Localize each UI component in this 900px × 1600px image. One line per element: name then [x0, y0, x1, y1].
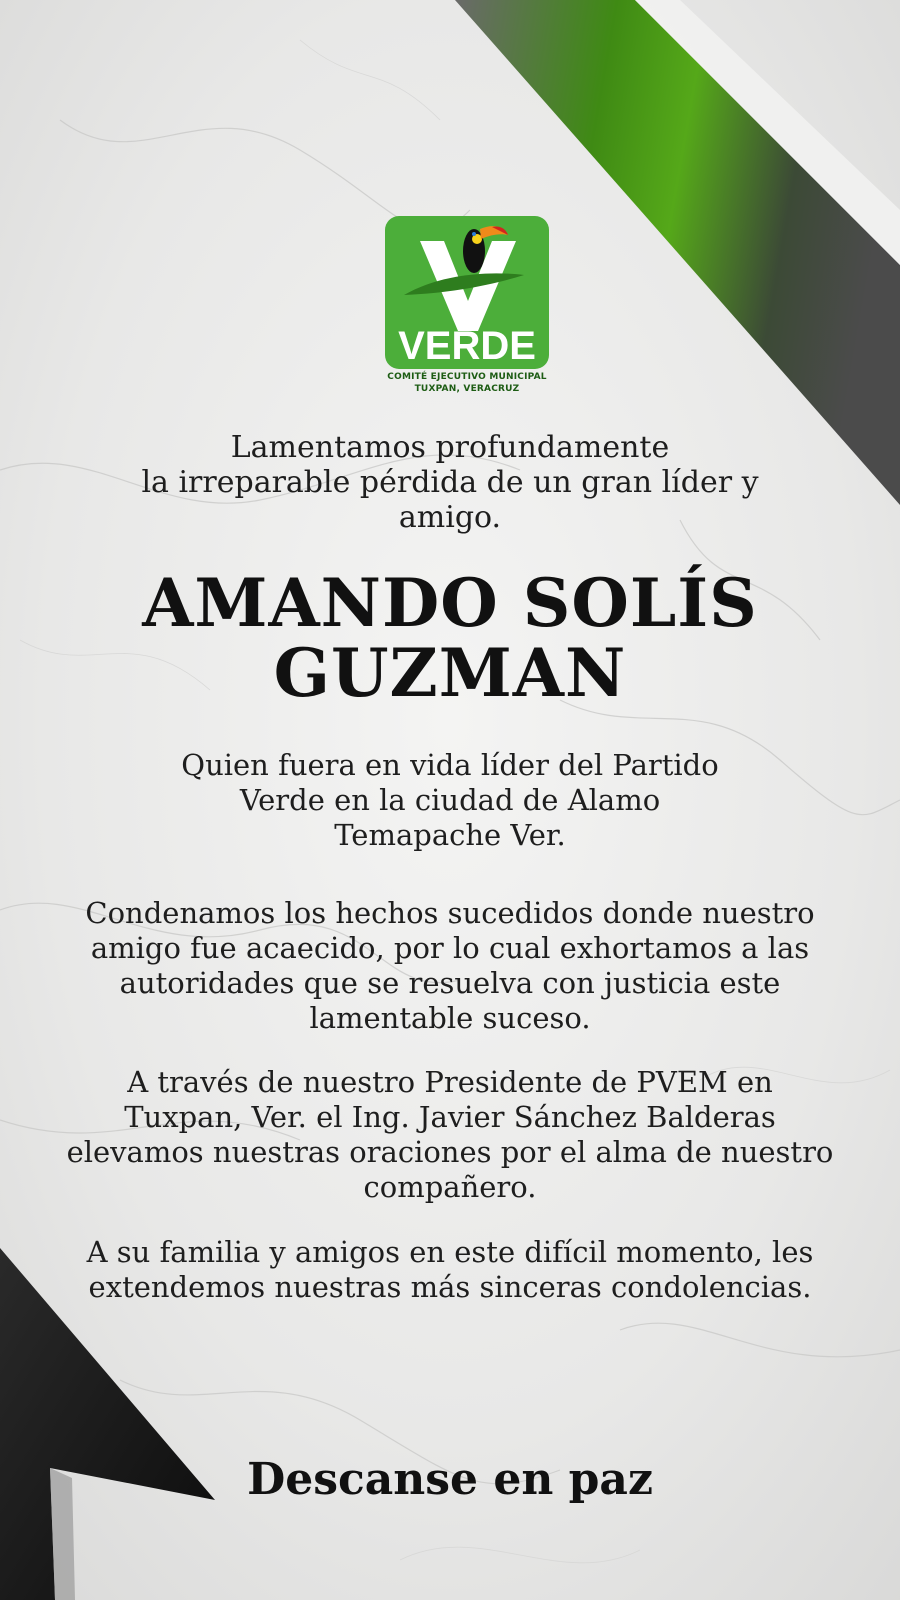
paragraph-line: amigo fue acaecido, por lo cual exhortamos a las — [90, 931, 810, 965]
verde-party-logo — [382, 213, 552, 397]
logo-caption-committee: COMITÉ EJECUTIVO MUNICIPAL — [387, 372, 547, 382]
rest-in-peace-heading: Descanse en paz — [247, 1454, 653, 1505]
deceased-name — [0, 564, 900, 712]
logo-wordmark: VERDE — [398, 324, 536, 368]
logo-caption-location: TUXPAN, VERACRUZ — [414, 384, 520, 394]
paragraph-line: compañero. — [363, 1170, 537, 1204]
condolences-paragraph — [0, 1235, 900, 1305]
paragraph-line: Temapache Ver. — [334, 818, 566, 852]
intro-line: amigo. — [398, 500, 502, 535]
paragraph-line: Verde en la ciudad de Alamo — [239, 783, 661, 817]
intro-line: la irreparable pérdida de un gran líder y — [141, 465, 759, 500]
role-paragraph — [0, 748, 900, 853]
paragraph-line: lamentable suceso. — [309, 1001, 591, 1035]
paragraph-line: A su familia y amigos en este difícil momento, les — [86, 1235, 814, 1269]
paragraph-line: extendemos nuestras más sinceras condolencias. — [88, 1270, 812, 1304]
name-line: AMANDO SOLÍS — [142, 564, 758, 642]
paragraph-line: Condenamos los hechos sucedidos donde nuestro — [85, 896, 815, 930]
paragraph-line: Quien fuera en vida líder del Partido — [181, 748, 719, 782]
intro-line: Lamentamos profundamente — [230, 430, 670, 465]
intro-text — [0, 430, 900, 535]
condemnation-paragraph — [0, 896, 900, 1036]
paragraph-line: elevamos nuestras oraciones por el alma de nuestro — [66, 1135, 834, 1169]
paragraph-line: autoridades que se resuelva con justicia este — [119, 966, 781, 1000]
prayer-paragraph — [0, 1065, 900, 1205]
name-line: GUZMAN — [273, 634, 627, 712]
paragraph-line: A través de nuestro Presidente de PVEM en — [127, 1065, 773, 1099]
paragraph-line: Tuxpan, Ver. el Ing. Javier Sánchez Balderas — [124, 1100, 776, 1134]
